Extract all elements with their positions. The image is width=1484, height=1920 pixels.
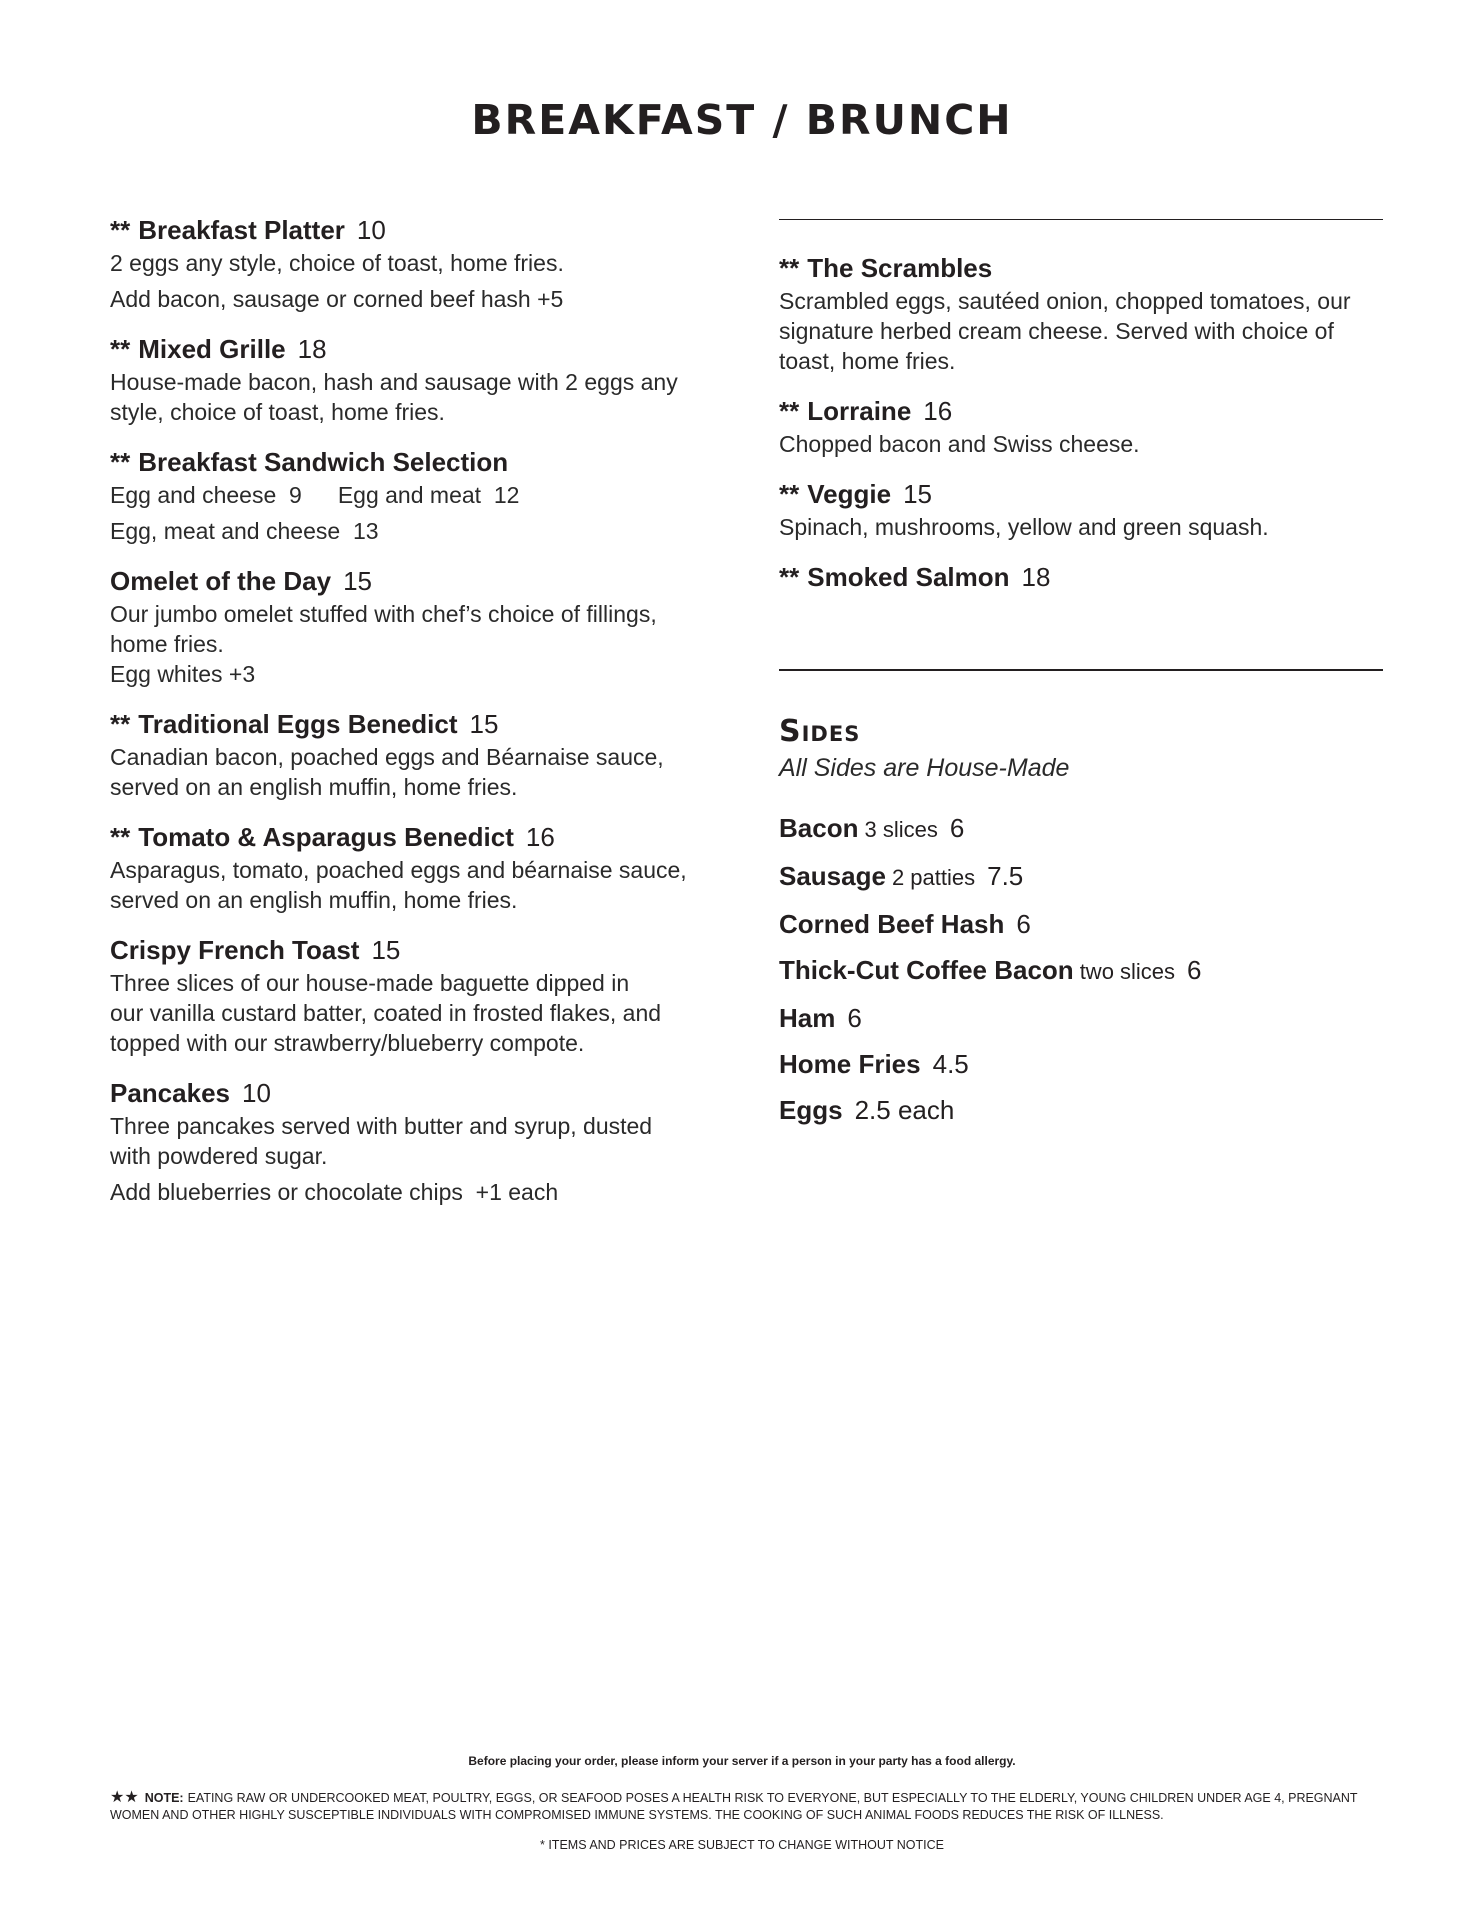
item-description: House-made bacon, hash and sausage with 2 eggs any (110, 369, 678, 395)
item-price: 16 (525, 822, 555, 852)
menu-item-tomato-asparagus-benedict (110, 819, 710, 915)
item-name: Mixed Grille (138, 334, 286, 364)
side-price: 6 (1016, 909, 1031, 939)
sides-section (779, 712, 1383, 1133)
item-price: 10 (241, 1078, 271, 1108)
item-description: Three slices of our house-made baguette dipped in (110, 970, 630, 996)
health-note (110, 1789, 1374, 1824)
signature-stars: ** (779, 253, 800, 283)
star-icon: ★★ (110, 1789, 139, 1806)
section-divider-sides (779, 669, 1383, 671)
menu-item-smoked-salmon (779, 559, 1383, 595)
item-description: our vanilla custard batter, coated in frosted flakes, and (110, 1000, 662, 1026)
item-description: with powdered sugar. (110, 1143, 328, 1169)
side-item-eggs (779, 1087, 1383, 1133)
sides-subtitle: All Sides are House-Made (779, 754, 1070, 782)
item-description: Asparagus, tomato, poached eggs and béarnaise sauce, (110, 857, 687, 883)
side-price: 6 (1187, 955, 1202, 985)
side-item-ham (779, 995, 1383, 1041)
side-name: Bacon (779, 813, 859, 843)
menu-item-mixed-grille (110, 331, 710, 427)
item-description: Chopped bacon and Swiss cheese. (779, 431, 1140, 457)
item-description: toast, home fries. (779, 348, 956, 374)
item-name: Crispy French Toast (110, 935, 360, 965)
side-name: Eggs (779, 1095, 843, 1125)
item-name: Traditional Eggs Benedict (138, 709, 458, 739)
signature-stars: ** (110, 822, 131, 852)
note-text: EATING RAW OR UNDERCOOKED MEAT, POULTRY, EGGS, OR SEAFOOD POSES A HEALTH RISK TO EVERYONE, BUT ESPECIALLY TO THE ELDERLY, YOUNG CHILDREN UNDER AGE 4, PREGNANT WOMEN AND OTHER HIGHLY SUSCEPTIBLE INDIVIDUALS WITH COMPROMISED IMMUNE SYSTEMS. THE COOKING OF SUCH ANIMAL FOODS REDUCES THE RISK OF ILLNESS. (110, 1791, 1358, 1822)
section-divider-top (779, 219, 1383, 220)
side-price: 7.5 (987, 861, 1024, 891)
item-description: Canadian bacon, poached eggs and Béarnaise sauce, (110, 744, 664, 770)
sides-title: Sides (779, 714, 861, 749)
menu-item-the-scrambles (779, 250, 1383, 376)
signature-stars: ** (110, 334, 131, 364)
menu-item-breakfast-sandwich (110, 444, 710, 546)
side-price: 6 (949, 813, 965, 843)
item-description: style, choice of toast, home fries. (110, 399, 445, 425)
menu-item-veggie (779, 476, 1383, 542)
side-name: Home Fries (779, 1049, 921, 1079)
side-price: 6 (847, 1003, 862, 1033)
menu-item-traditional-eggs-benedict (110, 706, 710, 802)
signature-stars: ** (110, 215, 131, 245)
page-title: BREAKFAST / BRUNCH (471, 96, 1013, 144)
item-addon: Egg whites +3 (110, 661, 256, 687)
menu-item-lorraine (779, 393, 1383, 459)
item-description: served on an english muffin, home fries. (110, 887, 518, 913)
item-description: served on an english muffin, home fries. (110, 774, 518, 800)
sandwich-option: Egg and cheese 9 (110, 482, 302, 508)
side-quantity: two slices (1079, 959, 1176, 984)
side-item-sausage (779, 853, 1383, 901)
sandwich-option: Egg and meat 12 (337, 482, 520, 508)
item-addon: Add bacon, sausage or corned beef hash +5 (110, 286, 564, 312)
side-item-coffee-bacon (779, 947, 1383, 995)
item-name: Veggie (807, 479, 892, 509)
item-price: 15 (371, 935, 401, 965)
side-quantity: 3 slices (864, 817, 938, 842)
scrambles-column (779, 250, 1383, 612)
item-description: home fries. (110, 631, 224, 657)
sandwich-option: Egg, meat and cheese 13 (110, 518, 379, 544)
side-name: Sausage (779, 861, 886, 891)
signature-stars: ** (779, 562, 800, 592)
item-addon: Add blueberries or chocolate chips +1 each (110, 1179, 559, 1205)
item-name: Breakfast Platter (138, 215, 345, 245)
item-description: 2 eggs any style, choice of toast, home fries. (110, 250, 564, 276)
menu-item-omelet-of-the-day (110, 563, 710, 689)
menu-item-crispy-french-toast (110, 932, 710, 1058)
signature-stars: ** (110, 709, 131, 739)
item-description: Spinach, mushrooms, yellow and green squash. (779, 514, 1269, 540)
item-name: Breakfast Sandwich Selection (138, 447, 509, 477)
item-description: signature herbed cream cheese. Served with choice of (779, 318, 1334, 344)
side-item-bacon (779, 805, 1383, 853)
item-name: Pancakes (110, 1078, 230, 1108)
side-quantity: 2 patties (891, 865, 976, 890)
item-price: 15 (469, 709, 499, 739)
side-name: Corned Beef Hash (779, 909, 1005, 939)
item-name: The Scrambles (807, 253, 993, 283)
item-description: Three pancakes served with butter and syrup, dusted (110, 1113, 653, 1139)
item-price: 15 (903, 479, 932, 509)
item-price: 10 (356, 215, 386, 245)
allergy-notice: Before placing your order, please inform your server if a person in your party has a food allergy. (468, 1754, 1016, 1768)
price-disclaimer: * ITEMS AND PRICES ARE SUBJECT TO CHANGE WITHOUT NOTICE (540, 1838, 944, 1852)
item-description: Our jumbo omelet stuffed with chef’s choice of fillings, (110, 601, 657, 627)
item-name: Smoked Salmon (807, 562, 1010, 592)
item-name: Lorraine (807, 396, 912, 426)
side-price: 2.5 each (854, 1095, 955, 1125)
side-item-corned-beef-hash (779, 901, 1383, 947)
item-description: Scrambled eggs, sautéed onion, chopped tomatoes, our (779, 288, 1351, 314)
item-description: topped with our strawberry/blueberry compote. (110, 1030, 585, 1056)
item-price: 18 (297, 334, 327, 364)
item-name: Tomato & Asparagus Benedict (138, 822, 514, 852)
side-item-home-fries (779, 1041, 1383, 1087)
side-price: 4.5 (932, 1049, 969, 1079)
signature-stars: ** (779, 396, 800, 426)
menu-item-breakfast-platter (110, 212, 710, 314)
item-name: Omelet of the Day (110, 566, 332, 596)
signature-stars: ** (110, 447, 131, 477)
item-price: 16 (923, 396, 953, 426)
item-price: 18 (1021, 562, 1051, 592)
note-label: NOTE: (144, 1791, 184, 1805)
item-price: 15 (343, 566, 372, 596)
side-name: Thick-Cut Coffee Bacon (779, 955, 1074, 985)
side-name: Ham (779, 1003, 836, 1033)
left-menu-column (110, 212, 710, 1224)
signature-stars: ** (779, 479, 800, 509)
menu-item-pancakes (110, 1075, 710, 1207)
